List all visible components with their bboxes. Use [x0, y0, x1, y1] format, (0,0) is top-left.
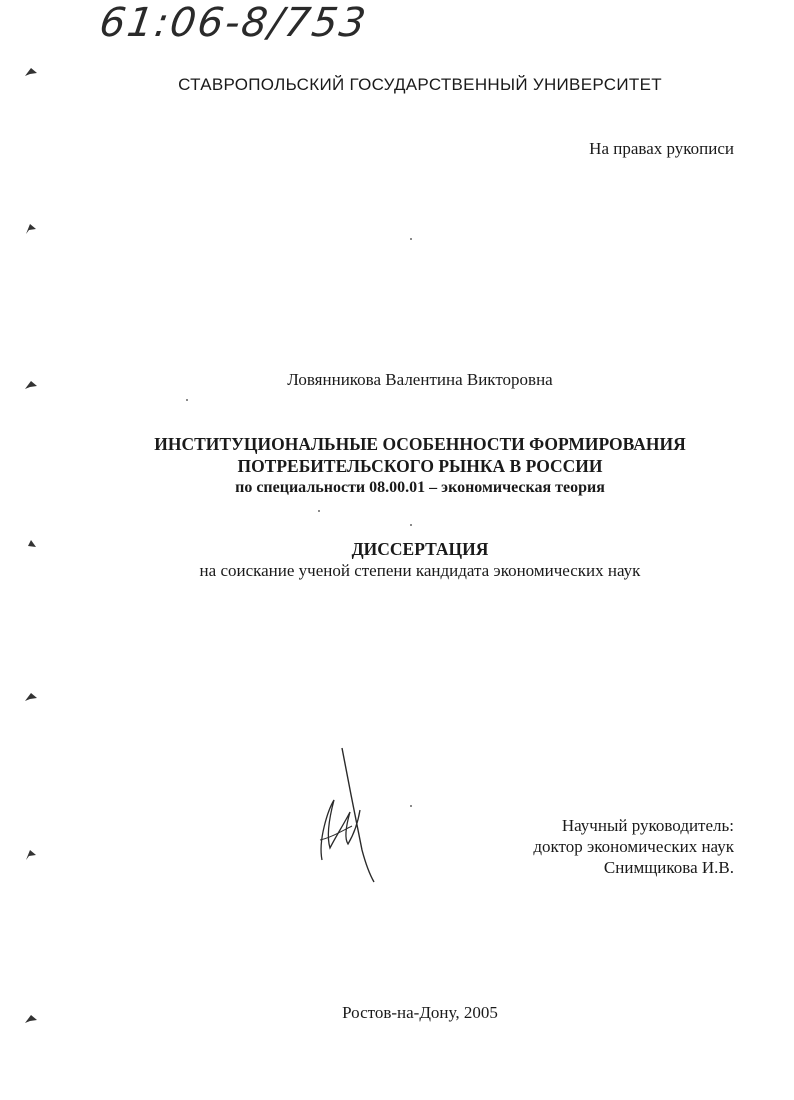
- margin-hole-mark: [22, 538, 40, 552]
- margin-hole-mark: [22, 222, 40, 236]
- dissertation-heading: ДИССЕРТАЦИЯ: [351, 539, 489, 559]
- rights-note: На правах рукописи: [589, 139, 734, 158]
- dissertation-subtitle: на соискание ученой степени кандидата экономических наук: [199, 561, 641, 580]
- dissertation-block: [0, 538, 794, 582]
- university-name: СТАВРОПОЛЬСКИЙ ГОСУДАРСТВЕННЫЙ УНИВЕРСИТЕТ: [178, 75, 662, 94]
- margin-hole-mark: [22, 1012, 40, 1026]
- scan-speck: [186, 399, 188, 401]
- margin-hole-mark: [22, 378, 40, 392]
- advisor-degree: доктор экономических наук: [533, 837, 734, 856]
- margin-hole-mark: [22, 690, 40, 704]
- city-year: Ростов-на-Дону, 2005: [342, 1003, 498, 1022]
- margin-hole-mark: [22, 848, 40, 862]
- advisor-block: [533, 815, 734, 878]
- archive-code-handwritten: 61:06-8/753: [96, 0, 371, 46]
- author-name: Ловянникова Валентина Викторовна: [287, 370, 553, 389]
- advisor-name: Снимщикова И.В.: [603, 858, 734, 877]
- signature-graphic: [300, 740, 400, 890]
- scan-speck: [318, 510, 320, 512]
- scan-speck: [410, 238, 412, 240]
- thesis-title-line-1: ИНСТИТУЦИОНАЛЬНЫЕ ОСОБЕННОСТИ ФОРМИРОВАНИЯ: [154, 434, 686, 454]
- thesis-title-line-2: ПОТРЕБИТЕЛЬСКОГО РЫНКА В РОССИИ: [237, 456, 603, 476]
- margin-hole-mark: [22, 65, 40, 79]
- thesis-specialty: по специальности 08.00.01 – экономическая теория: [235, 479, 605, 496]
- scan-speck: [410, 524, 412, 526]
- advisor-role: Научный руководитель:: [561, 816, 734, 835]
- thesis-title-block: [0, 433, 794, 499]
- scan-speck: [410, 805, 412, 807]
